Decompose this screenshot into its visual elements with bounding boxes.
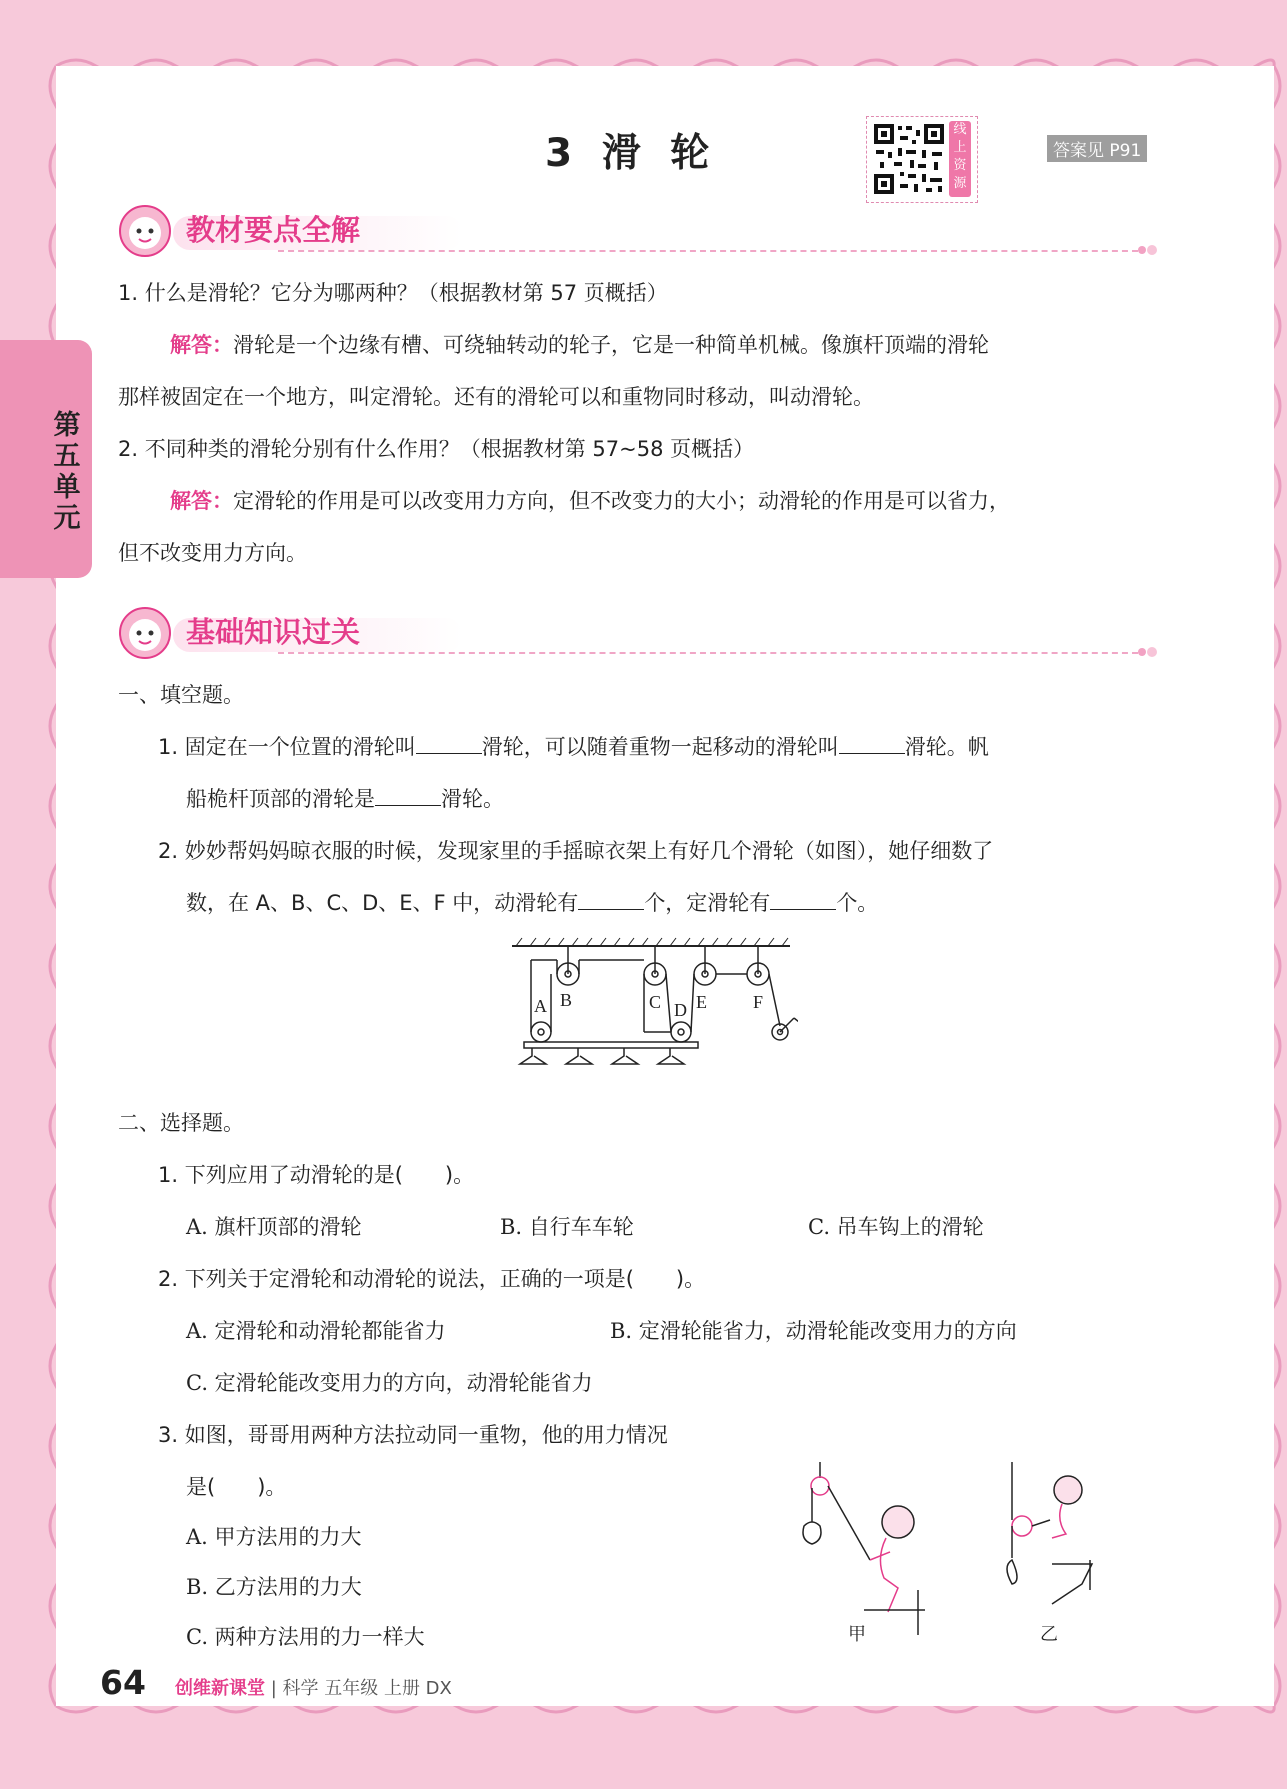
- footer-info: [175, 1674, 452, 1700]
- choice-3-option-c[interactable]: C. 两种方法用的力一样大: [186, 1625, 425, 1649]
- choice-3-option-a[interactable]: A. 甲方法用的力大: [186, 1525, 362, 1549]
- dots-icon: [1136, 644, 1160, 660]
- choice-question-1: 1. 下列应用了动滑轮的是( )。: [158, 1163, 475, 1187]
- figure-label-yi: 乙: [1040, 1624, 1058, 1645]
- choice-question-2: 2. 下列关于定滑轮和动滑轮的说法，正确的一项是( )。: [158, 1267, 706, 1291]
- question-2: 2. 不同种类的滑轮分别有什么作用？（根据教材第 57~58 页概括）: [118, 437, 755, 461]
- answer-reference: 答案见 P91: [1047, 135, 1147, 162]
- page-title: 3 滑 轮: [545, 131, 718, 176]
- choice-question-3-line-2: 是( )。: [186, 1475, 287, 1499]
- choice-2-option-c[interactable]: C. 定滑轮能改变用力的方向，动滑轮能省力: [186, 1371, 593, 1395]
- section-heading: 教材要点全解: [186, 213, 361, 247]
- choice-3-option-b[interactable]: B. 乙方法用的力大: [186, 1575, 362, 1599]
- pulley-label-d: D: [674, 1000, 687, 1020]
- footer-book-info: | 科学 五年级 上册 DX: [270, 1678, 452, 1699]
- fill-question-2-line-2: 数，在 A、B、C、D、E、F 中，动滑轮有 个，定滑轮有 个。: [186, 891, 879, 915]
- answer-blank[interactable]: [578, 889, 644, 910]
- pulley-rack-figure: [508, 936, 798, 1076]
- answer-blank[interactable]: [839, 733, 905, 754]
- pulley-label-f: F: [753, 992, 764, 1012]
- mascot-icon: [118, 204, 172, 258]
- section-header-basics: [118, 606, 1160, 666]
- answer-blank[interactable]: [416, 733, 482, 754]
- pulling-methods-figure: [790, 1460, 1120, 1650]
- footer-brand: 创维新课堂: [175, 1678, 265, 1699]
- answer-blank[interactable]: [770, 889, 836, 910]
- pulley-label-e: E: [696, 992, 707, 1012]
- choice-1-option-a[interactable]: A. 旗杆顶部的滑轮: [186, 1215, 362, 1239]
- question-1: 1. 什么是滑轮？它分为哪两种？（根据教材第 57 页概括）: [118, 281, 668, 305]
- answer-1-line-1: 解答：滑轮是一个边缘有槽、可绕轴转动的轮子，它是一种简单机械。像旗杆顶端的滑轮: [170, 333, 989, 357]
- figure-label-jia: 甲: [848, 1624, 866, 1645]
- qr-side-label: 线上资源: [949, 121, 971, 197]
- section-header-key-points: [118, 204, 1160, 264]
- section-divider: [278, 652, 1138, 654]
- page-number: 64: [100, 1663, 146, 1702]
- fill-question-1-line-1: 1. 固定在一个位置的滑轮叫 滑轮，可以随着重物一起移动的滑轮叫 滑轮。帆: [158, 735, 989, 759]
- pulley-label-a: A: [534, 996, 547, 1016]
- qr-code-box[interactable]: [866, 116, 978, 203]
- answer-blank[interactable]: [375, 785, 441, 806]
- unit-tab: [0, 340, 92, 578]
- part-choice-heading: 二、选择题。: [118, 1111, 244, 1135]
- dots-icon: [1136, 242, 1160, 258]
- mascot-icon: [118, 606, 172, 660]
- section-heading: 基础知识过关: [186, 615, 361, 649]
- choice-1-option-b[interactable]: B. 自行车车轮: [500, 1215, 634, 1239]
- answer-1-line-2: 那样被固定在一个地方，叫定滑轮。还有的滑轮可以和重物同时移动，叫动滑轮。: [118, 385, 874, 409]
- qr-code-icon: [872, 122, 946, 196]
- choice-2-option-a[interactable]: A. 定滑轮和动滑轮都能省力: [186, 1319, 446, 1343]
- fill-question-2-line-1: 2. 妙妙帮妈妈晾衣服的时候，发现家里的手摇晾衣架上有好几个滑轮（如图），她仔细数了: [158, 839, 994, 863]
- unit-tab-label: 第五单元: [53, 410, 81, 534]
- pulley-label-c: C: [649, 992, 662, 1012]
- fill-question-1-line-2: 船桅杆顶部的滑轮是 滑轮。: [186, 787, 504, 811]
- answer-2-line-1: 解答：定滑轮的作用是可以改变用力方向，但不改变力的大小；动滑轮的作用是可以省力，: [170, 489, 1010, 513]
- choice-2-option-b[interactable]: B. 定滑轮能省力，动滑轮能改变用力的方向: [610, 1319, 1017, 1343]
- answer-label: 解答：: [170, 333, 233, 357]
- answer-label: 解答：: [170, 489, 233, 513]
- pulley-label-b: B: [560, 990, 573, 1010]
- answer-2-line-2: 但不改变用力方向。: [118, 541, 307, 565]
- choice-1-option-c[interactable]: C. 吊车钩上的滑轮: [808, 1215, 984, 1239]
- section-divider: [278, 250, 1138, 252]
- choice-question-3-line-1: 3. 如图，哥哥用两种方法拉动同一重物，他的用力情况: [158, 1423, 668, 1447]
- part-fill-in-heading: 一、填空题。: [118, 683, 244, 707]
